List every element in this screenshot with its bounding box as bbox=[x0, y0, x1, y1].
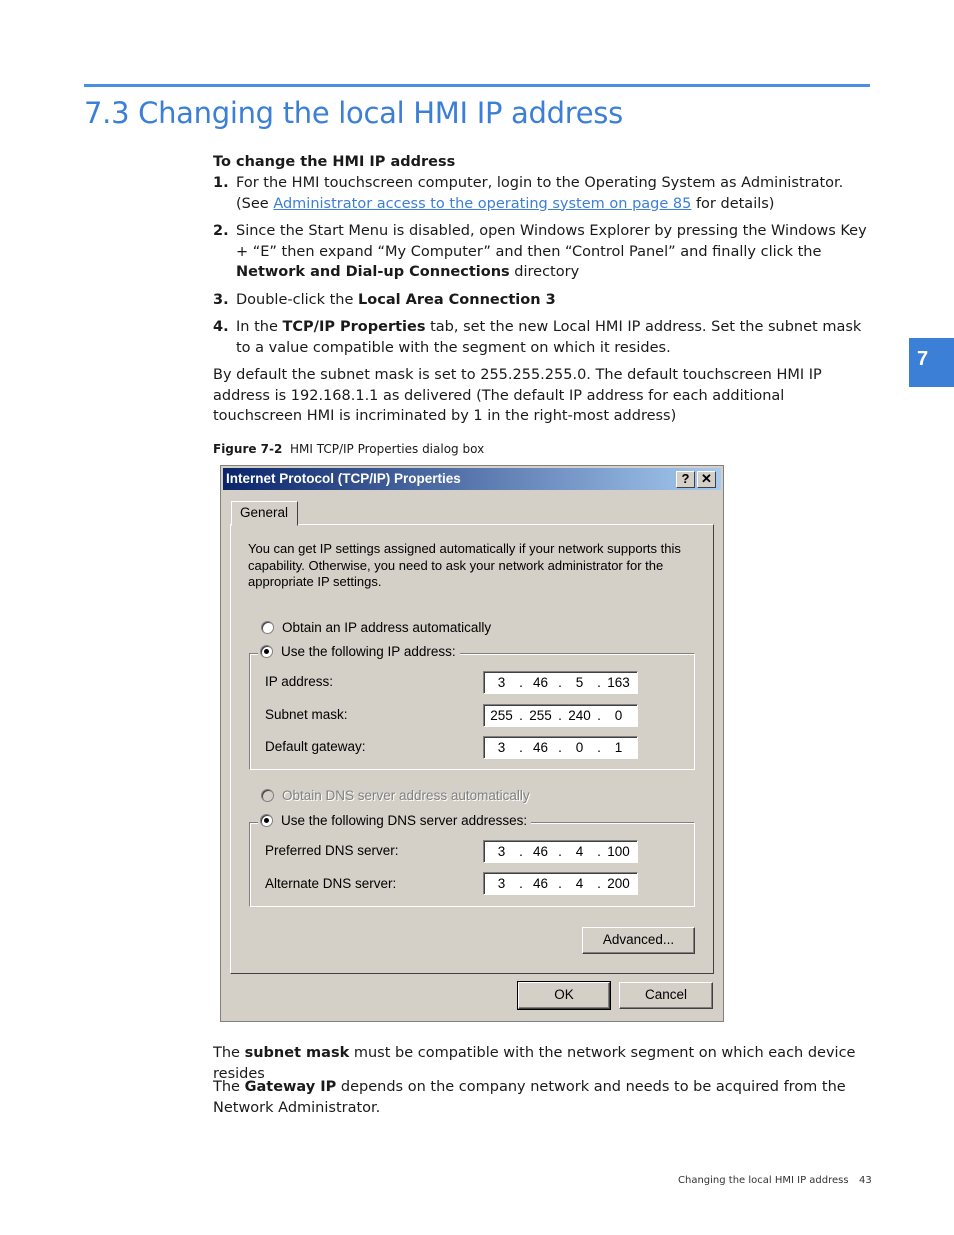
close-button[interactable]: ✕ bbox=[697, 471, 716, 488]
default-gateway-label: Default gateway: bbox=[265, 739, 366, 754]
ip-address-label: IP address: bbox=[265, 674, 334, 689]
subnet-mask-paragraph: The subnet mask must be compatible with the network segment on which each device resides bbox=[213, 1045, 856, 1082]
advanced-button[interactable]: Advanced... bbox=[582, 927, 695, 954]
alternate-dns-input[interactable]: 3 . 46 . 4 . 200 bbox=[483, 872, 638, 895]
default-gateway-input[interactable]: 3 . 46 . 0 . 1 bbox=[483, 736, 638, 759]
obtain-dns-auto-radio bbox=[261, 789, 274, 802]
subnet-mask-label: Subnet mask: bbox=[265, 707, 348, 722]
dialog-title: Internet Protocol (TCP/IP) Properties bbox=[226, 471, 461, 486]
use-following-ip-option[interactable]: Use the following IP address: bbox=[258, 644, 460, 659]
step-4: 4. In the TCP/IP Properties tab, set the new Local HMI IP address. Set the subnet mask to a value compatible with the segment on which it resides. bbox=[213, 319, 862, 356]
preferred-dns-label: Preferred DNS server: bbox=[265, 843, 399, 858]
chapter-tab: 7 bbox=[909, 338, 954, 387]
preferred-dns-input[interactable]: 3 . 46 . 4 . 100 bbox=[483, 840, 638, 863]
procedure-steps bbox=[213, 173, 873, 365]
cancel-button[interactable]: Cancel bbox=[619, 982, 713, 1009]
obtain-ip-auto-radio[interactable] bbox=[261, 621, 274, 634]
gateway-paragraph: The Gateway IP depends on the company network and needs to be acquired from the Network Administrator. bbox=[213, 1079, 846, 1116]
ok-button[interactable]: OK bbox=[518, 982, 610, 1009]
admin-access-link[interactable]: Administrator access to the operating system on page 85 bbox=[273, 195, 692, 212]
page-number: 43 bbox=[859, 1175, 872, 1186]
subnet-mask-input[interactable]: 255 . 255 . 240 . 0 bbox=[483, 704, 638, 727]
dialog-titlebar bbox=[223, 468, 721, 490]
ip-address-input[interactable]: 3 . 46 . 5 . 163 bbox=[483, 671, 638, 694]
use-following-dns-option[interactable]: Use the following DNS server addresses: bbox=[258, 813, 531, 828]
tcpip-properties-dialog bbox=[220, 465, 724, 1022]
use-following-dns-radio[interactable] bbox=[260, 814, 273, 827]
use-following-ip-radio[interactable] bbox=[260, 645, 273, 658]
dialog-intro-text: You can get IP settings assigned automatically if your network supports this capability. Otherwise, you need to ask your network administrator for the appropriate IP settings. bbox=[248, 541, 681, 589]
default-subnet-paragraph: By default the subnet mask is set to 255.255.255.0. The default touchscreen HMI IP address is 192.168.1.1 as delivered (The default IP address for each additional touchscreen HMI is incriminated by 1 in the right-most address) bbox=[213, 367, 822, 424]
tab-general[interactable]: General bbox=[231, 501, 298, 526]
figure-caption: Figure 7-2 HMI TCP/IP Properties dialog box bbox=[213, 442, 485, 456]
step-3: 3. Double-click the Local Area Connection 3 bbox=[213, 291, 556, 308]
help-button[interactable]: ? bbox=[676, 471, 695, 488]
alternate-dns-label: Alternate DNS server: bbox=[265, 876, 397, 891]
step-2: 2. Since the Start Menu is disabled, open Windows Explorer by pressing the Windows Key + “E” then expand “My Computer” and then “Control Panel” and finally click the Network and Dial-up Connections directory bbox=[213, 223, 867, 280]
obtain-dns-auto-option: Obtain DNS server address automatically bbox=[261, 786, 530, 804]
top-rule bbox=[84, 84, 870, 87]
footer-title: Changing the local HMI IP address bbox=[678, 1175, 849, 1186]
obtain-ip-auto-option[interactable]: Obtain an IP address automatically bbox=[261, 618, 491, 636]
page-title: 7.3 Changing the local HMI IP address bbox=[84, 96, 623, 130]
procedure-heading: To change the HMI IP address bbox=[213, 154, 456, 170]
step-1: 1. For the HMI touchscreen computer, login to the Operating System as Administrator. (See Administrator access to the operating system on page 85 for details) bbox=[213, 175, 844, 212]
